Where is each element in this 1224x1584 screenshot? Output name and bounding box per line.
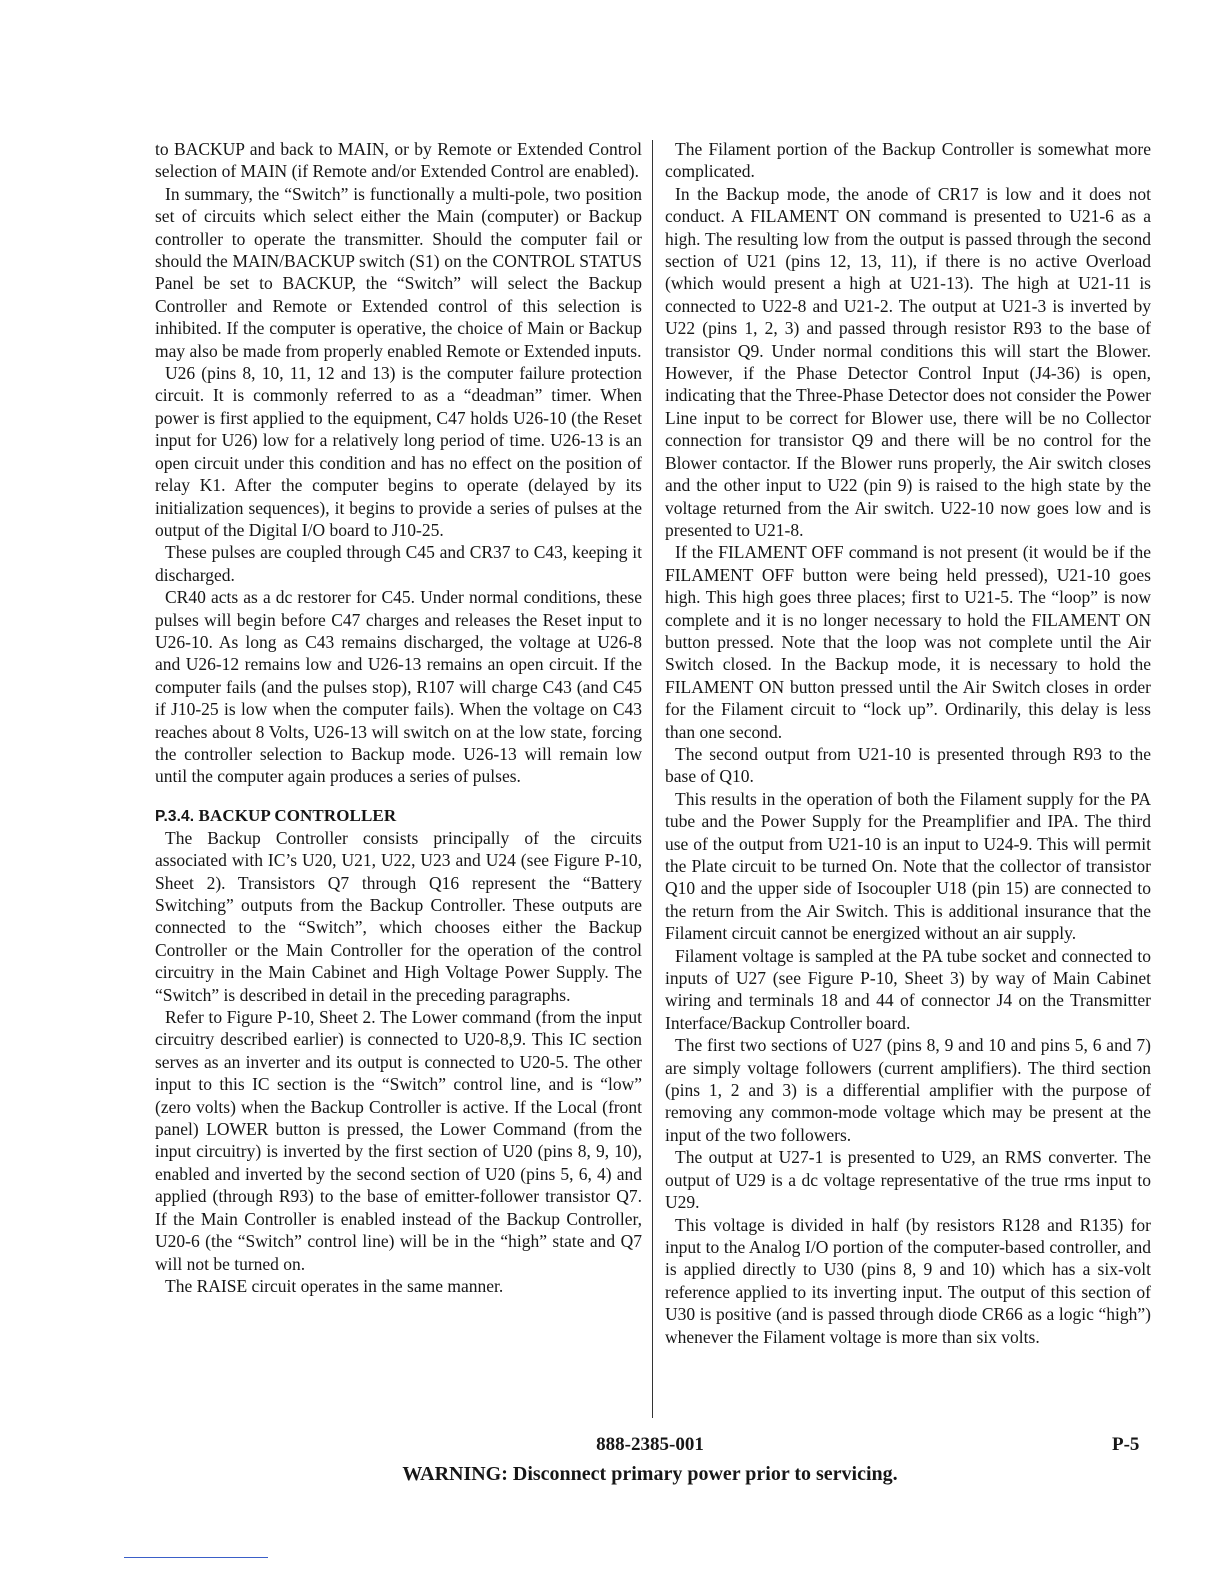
right-paragraph: Filament voltage is sampled at the PA tube socket and connected to inputs of U27 (see Figure P-10, Sheet 3) by way of Main Cabinet wiring and terminals 18 and 44 of connector J4 on the Transmitter Interface/Backup Controller board. bbox=[665, 945, 1151, 1033]
right-paragraph: The output at U27-1 is presented to U29, an RMS converter. The output of U29 is a dc voltage representative of the true rms input to U29. bbox=[665, 1147, 1151, 1213]
bottom-rule bbox=[124, 1557, 268, 1558]
section-heading-number: P.3.4. bbox=[155, 807, 195, 825]
right-paragraph: If the FILAMENT OFF command is not present (it would be if the FILAMENT OFF button were being held pressed), U21-10 goes high. This high goes three places; first to U21-5. The “loop” is now complete and it is no longer necessary to hold the FILAMENT ON button pressed. Note that the loop was not complete until the Air Switch closed. In the Backup mode, it is necessary to hold the FILAMENT ON button pressed until the Air Switch closes in order for the Filament circuit to “lock up”. Ordinarily, this delay is less than one second. bbox=[665, 542, 1151, 742]
page-number: P-5 bbox=[1112, 1434, 1140, 1455]
left-paragraph: Refer to Figure P-10, Sheet 2. The Lower command (from the input circuitry described earlier) is connected to U20-8,9. This IC section serves as an inverter and its output is connected to U20-5. The other input to this IC section is the “Switch” control line, and is “low” (zero volts) when the Backup Controller is active. If the Local (front panel) LOWER button is pressed, the Lower Command (from the input circuitry) is inverted by the first section of U20 (pins 8, 9, 10), enabled and inverted by the second section of U20 (pins 5, 6, 4) and applied (through R93) to the base of emitter-follower transistor Q7. If the Main Controller is enabled instead of the Backup Controller, U20-6 (the “Switch” control line) will be in the “high” state and Q7 will not be turned on. bbox=[155, 1007, 642, 1274]
left-paragraph: The RAISE circuit operates in the same manner. bbox=[165, 1275, 504, 1296]
right-paragraph: The Filament portion of the Backup Controller is somewhat more complicated. bbox=[665, 139, 1151, 182]
column-divider bbox=[652, 140, 653, 1418]
right-paragraph: This voltage is divided in half (by resistors R128 and R135) for input to the Analog I/O portion of the computer-based controller, and is applied directly to U30 (pins 8, 9 and 10) which has a six-volt reference applied to its inverting input. The output of this section of U30 is positive (and is passed through diode CR66 as a logic “high”) whenever the Filament voltage is more than six volts. bbox=[665, 1214, 1151, 1347]
safety-warning: WARNING: Disconnect primary power prior to servicing. bbox=[402, 1463, 898, 1485]
right-paragraph: The second output from U21-10 is presented through R93 to the base of Q10. bbox=[665, 743, 1151, 787]
left-paragraph: CR40 acts as a dc restorer for C45. Under normal conditions, these pulses will begin before C47 charges and releases the Reset input to U26-10. As long as C43 remains discharged, the voltage at U26-8 and U26-12 remains low and U26-13 remains an open circuit. If the computer fails (and the pulses stop), R107 will charge C43 (and C45 if J10-25 is low when the computer fails). When the voltage on C43 reaches about 8 Volts, U26-13 will switch on at the low state, forcing the controller selection to Backup mode. U26-13 will remain low until the computer again produces a series of pulses. bbox=[155, 587, 642, 787]
left-paragraph: U26 (pins 8, 10, 11, 12 and 13) is the computer failure protection circuit. It is commonly referred to as a “deadman” timer. When power is first applied to the equipment, C47 holds U26-10 (the Reset input for U26) low for a relatively long period of time. U26-13 is an open circuit under this condition and has no effect on the position of relay K1. After the computer begins to operate (delayed by its initialization sequences), it begins to provide a series of pulses at the output of the Digital I/O board to J10-25. bbox=[155, 363, 642, 540]
right-paragraph: The first two sections of U27 (pins 8, 9 and 10 and pins 5, 6 and 7) are simply voltage followers (current amplifiers). The third section (pins 1, 2 and 3) is a differential amplifier with the purpose of removing any common-mode voltage which may be present at the input of the two followers. bbox=[665, 1035, 1151, 1145]
right-column bbox=[665, 138, 1151, 1348]
right-paragraph: This results in the operation of both the Filament supply for the PA tube and the Power Supply for the Preamplifier and IPA. The third use of the output from U21-10 is an input to U24-9. This will permit the Plate circuit to be turned On. Note that the collector of transistor Q10 and the upper side of Isocoupler U18 (pin 15) are connected to the return from the Air Switch. This is additional insurance that the Filament circuit cannot be energized without an air supply. bbox=[665, 788, 1151, 944]
left-paragraph: In summary, the “Switch” is functionally a multi-pole, two position set of circuits which select either the Main (computer) or Backup controller to operate the transmitter. Should the computer fail or should the MAIN/BACKUP switch (S1) on the CONTROL STATUS Panel be set to BACKUP, the “Switch” will select the Backup Controller and Remote or Extended control of this selection is inhibited. If the computer is operative, the choice of Main or Backup may also be made from properly enabled Remote or Extended inputs. bbox=[155, 183, 642, 361]
left-column bbox=[155, 138, 642, 1297]
left-paragraph: The Backup Controller consists principally of the circuits associated with IC’s U20, U21, U22, U23 and U24 (see Figure P-10, Sheet 2). Transistors Q7 through Q16 represent the “Battery Switching” outputs from the Backup Controller. These outputs are connected to the “Switch”, which chooses either the Backup Controller or the Main Controller for the operation of the control circuitry in the Main Cabinet and High Voltage Power Supply. The “Switch” is described in detail in the preceding paragraphs. bbox=[155, 827, 642, 1005]
document-number: 888-2385-001 bbox=[596, 1434, 704, 1455]
section-heading bbox=[155, 806, 642, 827]
right-paragraph: In the Backup mode, the anode of CR17 is low and it does not conduct. A FILAMENT ON command is presented to U21-6 as a high. The resulting low from the output is passed through the second section of U21 (pins 12, 13, 11), if there is no active Overload (which would present a high at U21-13). The high at U21-11 is connected to U22-8 and U21-2. The output at U21-3 is inverted by U22 (pins 1, 2, 3) and passed through resistor R93 to the base of transistor Q9. Under normal conditions this will start the Blower. However, if the Phase Detector Control Input (J4-36) is open, indicating that the Three-Phase Detector does not consider the Power Line input to be correct for Blower use, there will be no Collector connection for transistor Q9 and there will be no control for the Blower contactor. If the Blower runs properly, the Air switch closes and the other input to U22 (pin 9) is raised to the high state by the voltage returned from the Air switch. U22-10 now goes low and is presented to U21-8. bbox=[665, 183, 1151, 540]
left-paragraph: to BACKUP and back to MAIN, or by Remote or Extended Control selection of MAIN (if Remote and/or Extended Control are enabled). bbox=[155, 139, 642, 182]
left-paragraph: These pulses are coupled through C45 and CR37 to C43, keeping it discharged. bbox=[155, 542, 642, 585]
section-heading-title: BACKUP CONTROLLER bbox=[198, 805, 397, 825]
